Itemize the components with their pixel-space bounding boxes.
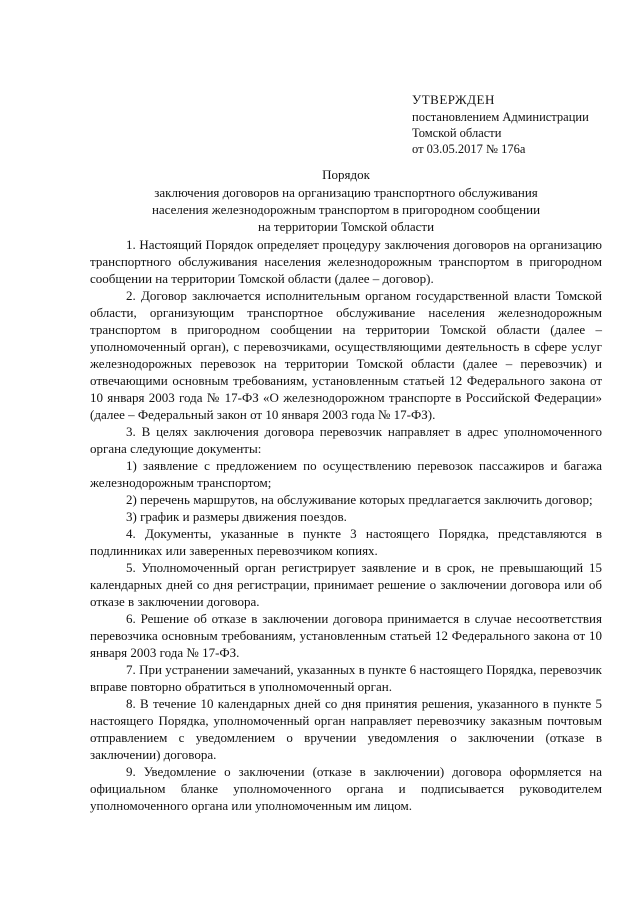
paragraph-2: 2. Договор заключается исполнительным органом государственной власти Томской области, организующим транспортное обслуживание населения железнодорожным транспортом в пригородном сообщении на территории Томской области (далее – уполномоченный орган), с перевозчиками, осуществляющими деятельность в сфере услуг железнодорожных перевозок на территории Томской области (далее – перевозчик) и отвечающими основным требованиям, установленным статьей 12 Федерального закона от 10 января 2003 года № 17-ФЗ «О железнодорожном транспорте в Российской Федерации» (далее – Федеральный закон от 10 января 2003 года № 17-ФЗ). <box>90 288 602 422</box>
paragraph-7: 7. При устранении замечаний, указанных в пункте 6 настоящего Порядка, перевозчик вправе повторно обратиться в уполномоченный орган. <box>90 662 602 694</box>
paragraph-3-item-1: 1) заявление с предложением по осуществлению перевозок пассажиров и багажа железнодорожным транспортом; <box>90 458 602 490</box>
title-word: Порядок <box>322 167 370 182</box>
paragraph-5: 5. Уполномоченный орган регистрирует заявление и в срок, не превышающий 15 календарных дней со дня регистрации, принимает решение о заключении договора или об отказе в заключении договора. <box>90 560 602 609</box>
paragraph-3: 3. В целях заключения договора перевозчик направляет в адрес уполномоченного органа следующие документы: <box>90 424 602 456</box>
approval-line: Томской области <box>412 126 502 140</box>
paragraph-3-item-3: 3) график и размеры движения поездов. <box>126 509 347 524</box>
approval-line: постановлением Администрации <box>412 110 589 124</box>
approval-date: от 03.05.2017 № 176а <box>412 142 526 156</box>
paragraph-8: 8. В течение 10 календарных дней со дня принятия решения, указанного в пункте 5 настоящего Порядка, уполномоченный орган направляет перевозчику заказным почтовым отправлением с уведомлением о вручении уведомления о заключении (отказе в заключении) договора. <box>90 696 602 762</box>
title-line: населения железнодорожным транспортом в пригородном сообщении <box>151 202 541 217</box>
paragraph-1: 1. Настоящий Порядок определяет процедуру заключения договоров на организацию транспортного обслуживания населения железнодорожным транспортом в пригородном сообщении на территории Томской области (далее – договор). <box>90 237 602 286</box>
paragraph-3-item-2: 2) перечень маршрутов, на обслуживание которых предлагается заключить договор; <box>126 492 593 507</box>
paragraph-9: 9. Уведомление о заключении (отказе в заключении) договора оформляется на официальном бланке уполномоченного органа и подписывается руководителем уполномоченного органа или уполномоченным им лицом. <box>90 764 602 813</box>
title-line: на территории Томской области <box>257 219 435 234</box>
paragraph-6: 6. Решение об отказе в заключении договора принимается в случае несоответствия перевозчика основным требованиям, установленным статьей 12 Федерального закона от 10 января 2003 года № 17-ФЗ. <box>90 611 602 660</box>
approval-heading: УТВЕРЖДЕН <box>412 92 495 107</box>
paragraph-4: 4. Документы, указанные в пункте 3 настоящего Порядка, представляются в подлинниках или заверенных перевозчиком копиях. <box>90 526 602 558</box>
document-body <box>90 236 602 814</box>
document-title <box>90 166 602 235</box>
approval-stamp <box>412 92 632 157</box>
title-line: заключения договоров на организацию транспортного обслуживания <box>154 185 538 200</box>
